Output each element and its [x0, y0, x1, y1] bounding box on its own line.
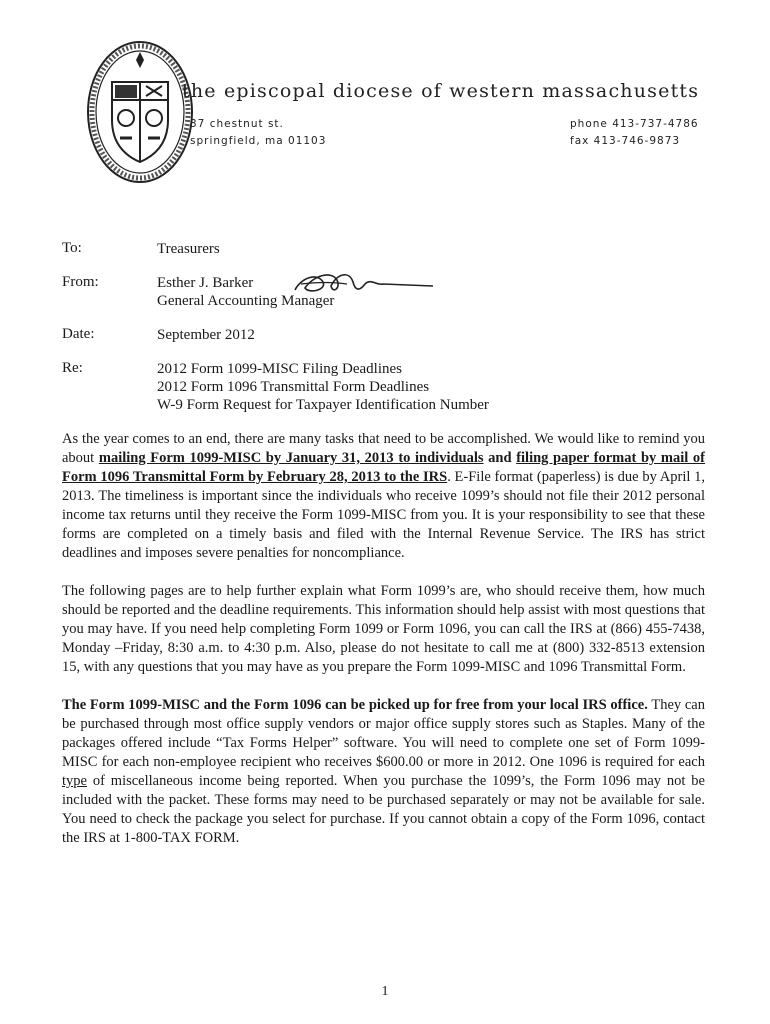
deadline-1096-emphasis: filing paper format by mail of Form 1096 Transmittal Form by February 28, 2013 to the IRS	[62, 450, 706, 485]
memo-label: Re:	[62, 360, 83, 376]
page-number: 1	[381, 984, 389, 999]
memo-re	[62, 360, 702, 414]
deadline-1099-emphasis: mailing Form 1099-MISC by January 31, 2013 to individuals	[98, 450, 484, 466]
memo-date	[62, 326, 702, 344]
paragraph	[62, 582, 705, 677]
underlined-word: type	[62, 773, 87, 789]
subject-line: 2012 Form 1096 Transmittal Form Deadlines	[157, 379, 430, 395]
memo-to-value: Treasurers	[157, 241, 220, 257]
fax-number: fax 413-746-9873	[570, 135, 681, 147]
text-run: As the year comes to an end, there are many tasks that need to be accomplished. We would like to remind you about	[62, 431, 705, 466]
letterhead-contact	[570, 116, 699, 150]
address-line-2: springfield, ma 01103	[190, 135, 327, 147]
memo-date-value: September 2012	[157, 327, 255, 343]
memo-from	[62, 274, 702, 310]
memo-label: From:	[62, 274, 99, 290]
memo-label: To:	[62, 240, 82, 256]
text-run: The following pages are to help further explain what Form 1099’s are, who should receive them, how much should be reported and the deadline requirements. This information should help assist with most questions that you may have. If you need help completing Form 1099 or Form 1096, you can call the IRS at (866) 455-7438, Monday –Friday, 8:30 a.m. to 4:30 p.m. Also, please do not hesitate to call me at (800) 332-8513 extension 15, with any questions that you may have as you prepare the Form 1099-MISC and 1096 Transmittal Form.	[62, 583, 705, 675]
sender-title: General Accounting Manager	[157, 293, 335, 309]
text-run: and	[483, 450, 517, 466]
letterhead-address	[190, 116, 326, 150]
phone-number: phone 413-737-4786	[570, 118, 699, 130]
text-run: They can be purchased through most office supply vendors or major office supply stores such as Staples. Many of the packages offered include “Tax Forms Helper” software. You will need to complete one set of Form 1099-MISC for each non-employee recipient who receives $600.00 or more in 2012. One 1096 is required for each	[62, 697, 705, 770]
letterhead-title: the episcopal diocese of western massachusetts	[182, 80, 700, 102]
signature	[287, 264, 437, 304]
paragraph	[62, 696, 705, 848]
bold-lead-sentence: The Form 1099-MISC and the Form 1096 can be picked up for free from your local IRS office.	[62, 697, 648, 713]
sender-name: Esther J. Barker	[157, 275, 254, 291]
memo-header	[62, 240, 702, 430]
subject-line: W-9 Form Request for Taxpayer Identification Number	[157, 397, 489, 413]
address-line-1: 37 chestnut st.	[190, 118, 284, 130]
memo-label: Date:	[62, 326, 95, 342]
paragraph	[62, 430, 705, 563]
memo-to	[62, 240, 702, 258]
subject-line: 2012 Form 1099-MISC Filing Deadlines	[157, 361, 403, 377]
letter-body	[62, 430, 705, 867]
text-run: of miscellaneous income being reported. When you purchase the 1099’s, the Form 1096 may not be included with the packet. These forms may need to be purchased separately or may not be available for sale. You need to check the package you select for purchase. If you cannot obtain a copy of the Form 1096, contact the IRS at 1-800-TAX FORM.	[62, 773, 705, 846]
text-run: . E-File format (paperless) is due by April 1, 2013. The timeliness is important since the individuals who receive 1099’s should not file their 2012 personal income tax returns until they receive the Form 1099-MISC from you. It is your responsibility to see that these forms are completed on a timely basis and filed with the Internal Revenue Service. The IRS has strict deadlines and imposes severe penalties for noncompliance.	[62, 469, 705, 561]
diocese-seal	[84, 38, 196, 190]
